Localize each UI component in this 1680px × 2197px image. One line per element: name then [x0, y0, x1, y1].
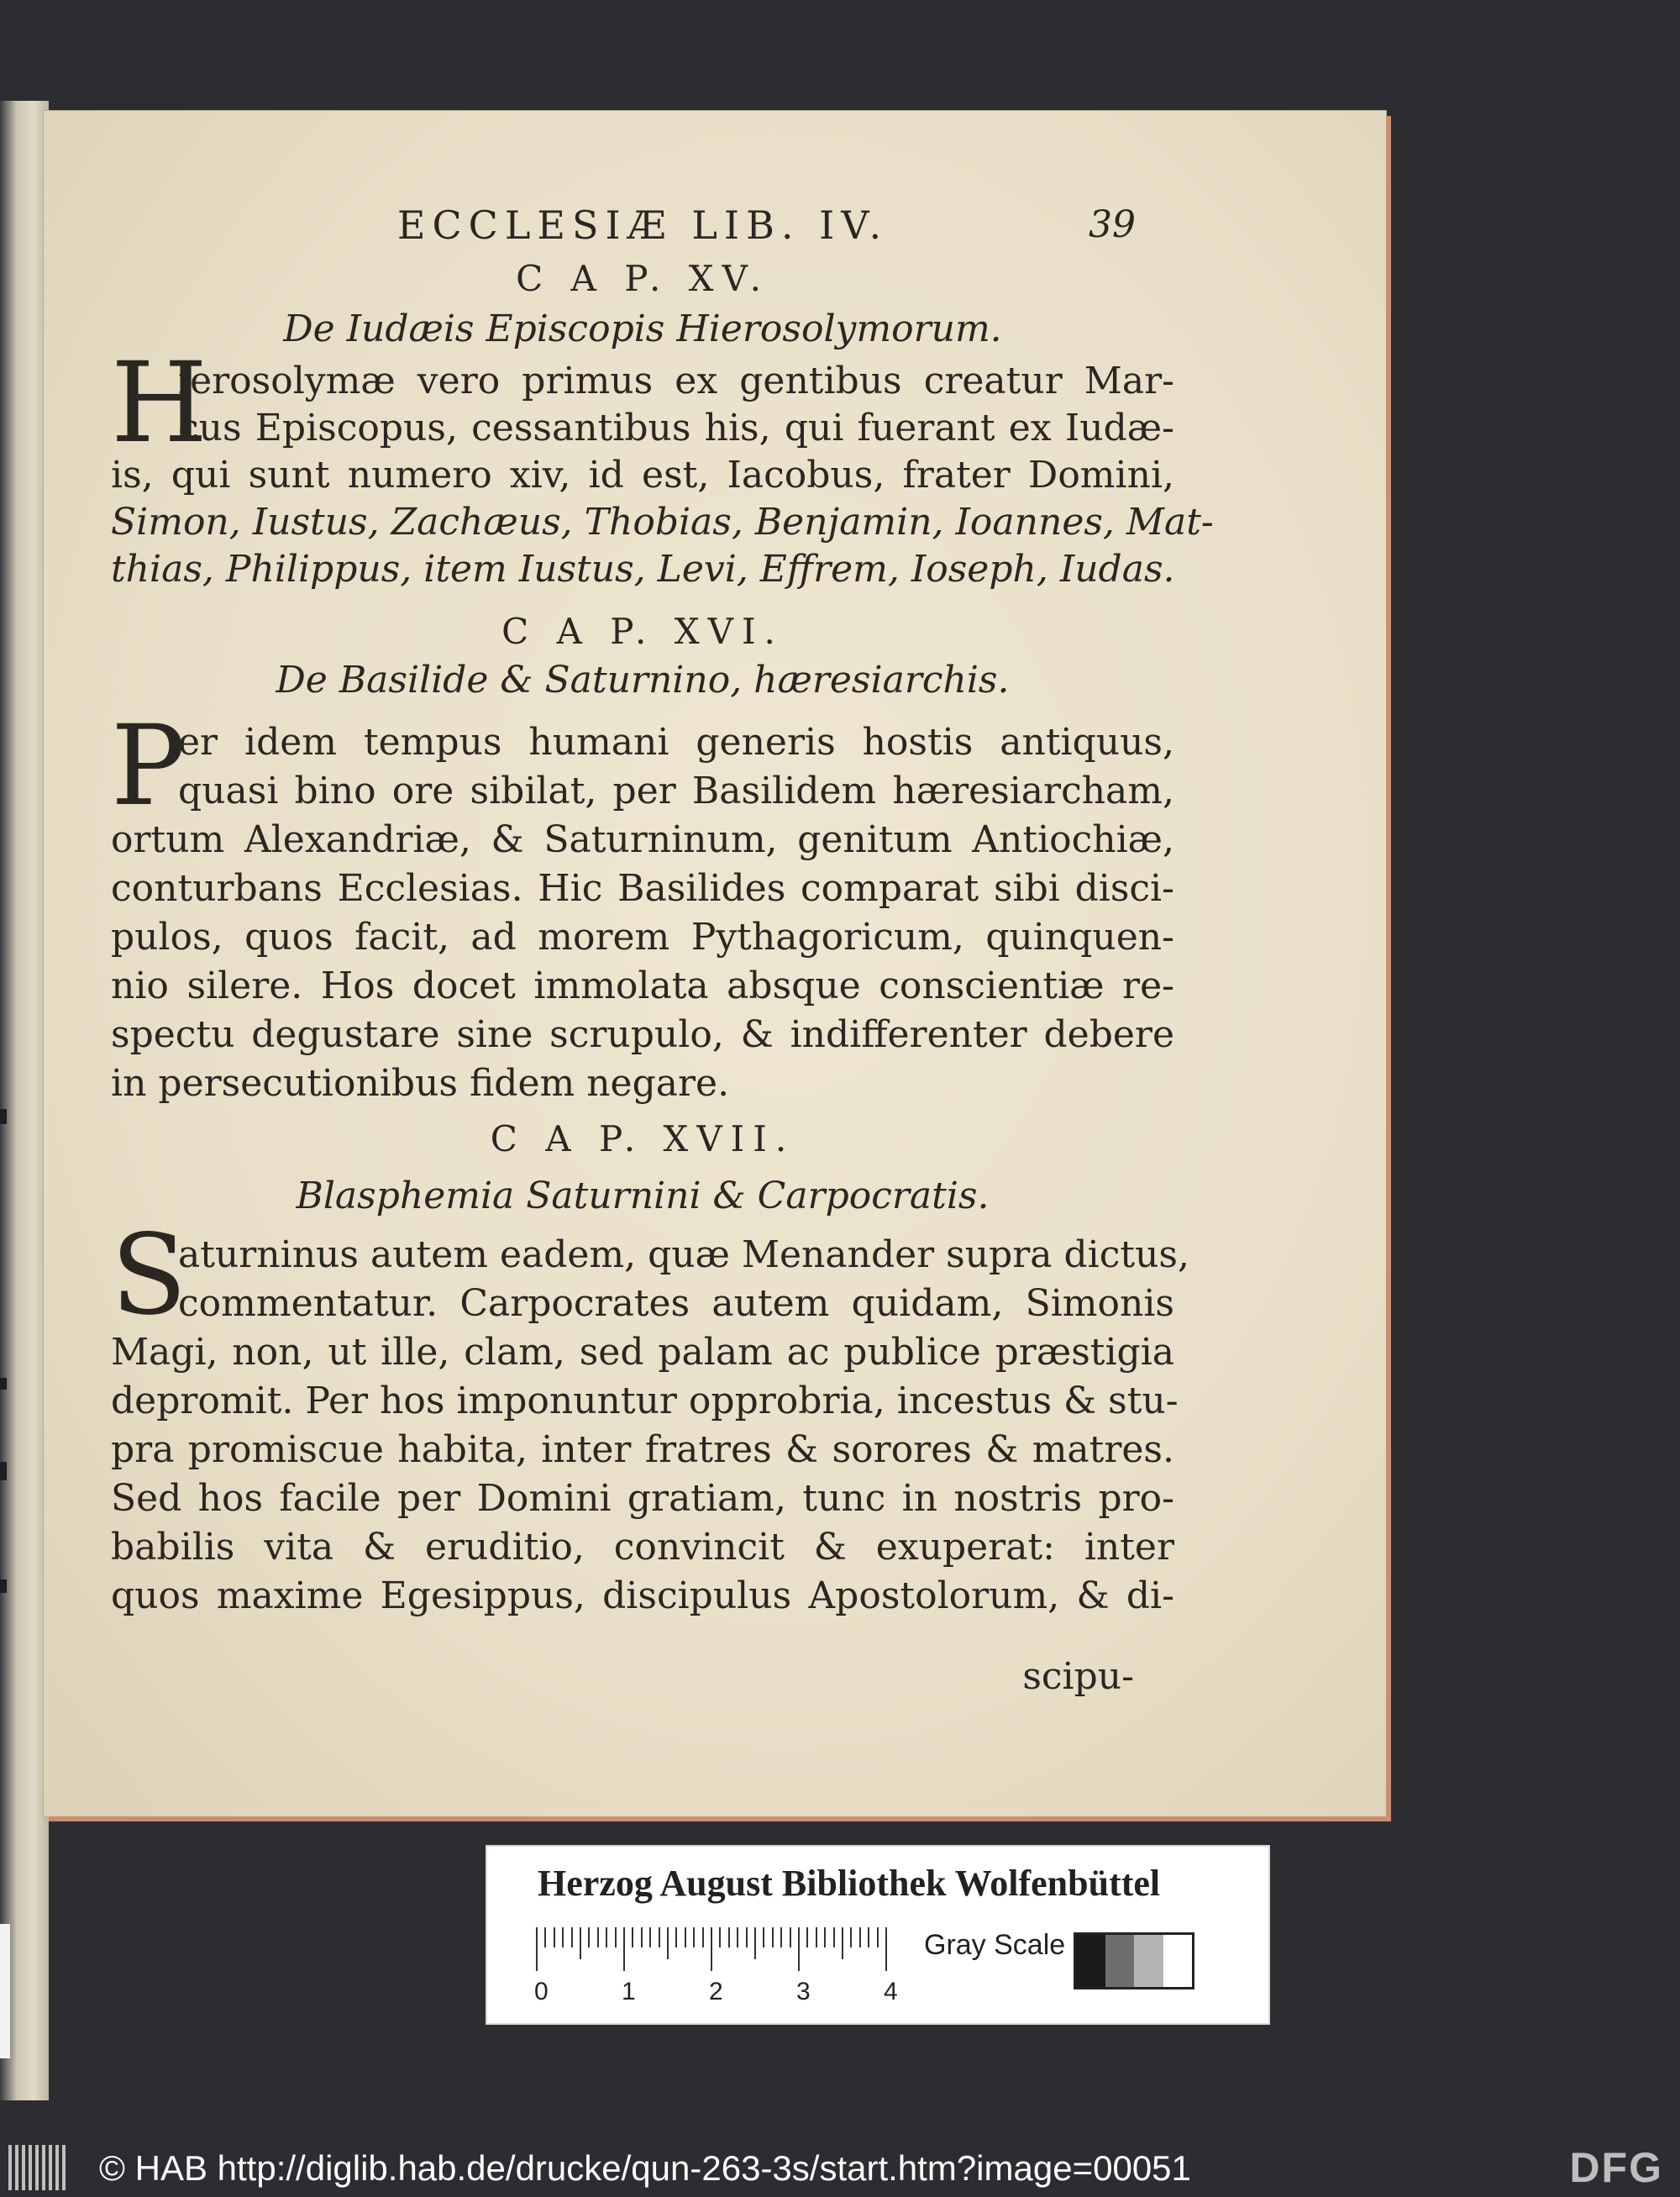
text-line: spectu degustare sine scrupulo, & indifferenter debere: [111, 1013, 1174, 1056]
ruler-tick: [806, 1927, 808, 1947]
ruler-tick: [580, 1927, 581, 1959]
ruler-number: 1: [622, 1978, 636, 2005]
footer-bar: [0, 2138, 1680, 2197]
ruler-tick: [702, 1927, 704, 1947]
measurement-ruler: [536, 1927, 922, 1971]
ruler-tick: [868, 1927, 869, 1947]
chapter-heading: C A P. XVII.: [490, 1118, 795, 1159]
text-line: Simon, Iustus, Zachæus, Thobias, Benjamin, Ioannes, Mat-: [111, 501, 1214, 544]
gray-scale-swatches: [1074, 1932, 1194, 1989]
color-calibration-card: [487, 1847, 1268, 2023]
chapter-subheading: De Iudæis Episcopis Hierosolymorum.: [283, 307, 1002, 350]
ruler-tick: [790, 1927, 791, 1947]
ruler-tick: [728, 1927, 730, 1947]
text-line: is, qui sunt numero xiv, id est, Iacobus, frater Domini,: [111, 454, 1174, 497]
ruler-tick: [780, 1927, 782, 1947]
adjacent-page-edge: [0, 101, 49, 2100]
text-line: ortum Alexandriæ, & Saturninum, genitum Antiochiæ,: [111, 818, 1174, 861]
text-line: conturbans Ecclesias. Hic Basilides comparat sibi disci-: [111, 867, 1174, 910]
chapter-heading: C A P. XV.: [516, 258, 769, 299]
text-line: aturninus autem eadem, quæ Menander supra dictus,: [178, 1233, 1189, 1276]
ruler-tick: [693, 1927, 695, 1947]
ruler-tick: [641, 1927, 643, 1947]
text-line: cus Episcopus, cessantibus his, qui fuerant ex Iudæ-: [178, 407, 1174, 449]
text-line: quasi bino ore sibilat, per Basilidem hæresiarcham,: [178, 770, 1174, 812]
book-page: [44, 111, 1386, 1816]
ruler-tick: [763, 1927, 764, 1947]
text-line: thias, Philippus, item Iustus, Levi, Effrem, Ioseph, Iudas.: [111, 548, 1175, 591]
drop-cap: S: [111, 1211, 187, 1340]
ruler-tick: [649, 1927, 651, 1947]
running-head: ECCLESIÆ LIB. IV.: [396, 202, 889, 248]
gray-swatch: [1163, 1935, 1193, 1987]
ruler-tick: [772, 1927, 774, 1947]
ruler-tick: [632, 1927, 633, 1947]
ruler-tick: [824, 1927, 826, 1947]
ruler-tick: [833, 1927, 835, 1947]
drop-cap: H: [111, 339, 208, 468]
text-line: pra promiscue habita, inter fratres & sorores & matres.: [111, 1428, 1174, 1471]
ruler-tick: [842, 1927, 843, 1959]
ruler-number: 4: [884, 1978, 898, 2005]
barcode-logo-icon: [8, 2145, 69, 2190]
ruler-tick: [850, 1927, 852, 1947]
text-line: Magi, non, ut ille, clam, sed palam ac publice præstigia: [111, 1331, 1174, 1374]
ruler-tick: [588, 1927, 590, 1947]
ruler-tick: [675, 1927, 677, 1947]
ruler-tick: [711, 1927, 712, 1971]
ruler-tick: [615, 1927, 617, 1947]
gray-swatch: [1105, 1935, 1135, 1987]
ruler-tick: [536, 1927, 538, 1971]
ruler-tick: [544, 1927, 546, 1947]
gray-swatch: [1134, 1935, 1163, 1987]
gray-swatch: [1076, 1935, 1105, 1987]
text-line: ierosolymæ vero primus ex gentibus creatur Mar-: [178, 360, 1174, 402]
text-line: quos maxime Egesippus, discipulus Apostolorum, & di-: [111, 1574, 1174, 1617]
text-line: er idem tempus humani generis hostis antiquus,: [178, 721, 1174, 764]
text-line: depromit. Per hos imponuntur opprobria, incestus & stu-: [111, 1380, 1179, 1422]
catchword: scipu-: [1022, 1655, 1134, 1698]
text-line: Sed hos facile per Domini gratiam, tunc in nostris pro-: [111, 1477, 1174, 1520]
text-line: babilis vita & eruditio, convincit & exuperat: inter: [111, 1526, 1174, 1569]
ruler-tick: [859, 1927, 861, 1947]
ruler-tick: [667, 1927, 669, 1959]
ruler-tick: [746, 1927, 748, 1947]
ruler-number: 2: [709, 1978, 723, 2005]
ruler-tick: [877, 1927, 879, 1947]
ruler-tick: [754, 1927, 756, 1959]
text-line: in persecutionibus fidem negare.: [111, 1062, 730, 1105]
ruler-tick: [562, 1927, 564, 1947]
ruler-tick: [737, 1927, 738, 1947]
chapter-heading: C A P. XVI.: [501, 611, 784, 652]
text-line: nio silere. Hos docet immolata absque conscientiæ re-: [111, 964, 1174, 1007]
ruler-tick: [554, 1927, 555, 1947]
ruler-tick: [685, 1927, 686, 1947]
ruler-tick: [659, 1927, 660, 1947]
chapter-subheading: De Basilide & Saturnino, hæresiarchis.: [276, 659, 1010, 702]
text-line: commentatur. Carpocrates autem quidam, Simonis: [178, 1282, 1174, 1325]
page-number: 39: [1089, 203, 1136, 246]
ruler-tick: [885, 1927, 887, 1971]
drop-cap: P: [111, 702, 186, 831]
ruler-number: 3: [796, 1978, 811, 2005]
calibration-card-title: Herzog August Bibliothek Wolfenbüttel: [538, 1863, 1161, 1904]
ruler-tick: [719, 1927, 721, 1947]
gray-scale-label: Gray Scale: [924, 1929, 1066, 1961]
ruler-tick: [597, 1927, 599, 1947]
text-line: pulos, quos facit, ad morem Pythagoricum, quinquen-: [111, 916, 1174, 959]
ruler-tick: [623, 1927, 625, 1971]
ruler-tick: [606, 1927, 607, 1947]
dfg-logo: DFG: [1569, 2144, 1663, 2191]
chapter-subheading: Blasphemia Saturnini & Carpocratis.: [296, 1175, 990, 1217]
ruler-tick: [798, 1927, 800, 1971]
footer-source-url: © HAB http://diglib.hab.de/drucke/qun-263-3s/start.htm?image=00051: [99, 2148, 1191, 2188]
ruler-tick: [571, 1927, 573, 1947]
ruler-tick: [816, 1927, 817, 1947]
ruler-number: 0: [534, 1978, 549, 2005]
